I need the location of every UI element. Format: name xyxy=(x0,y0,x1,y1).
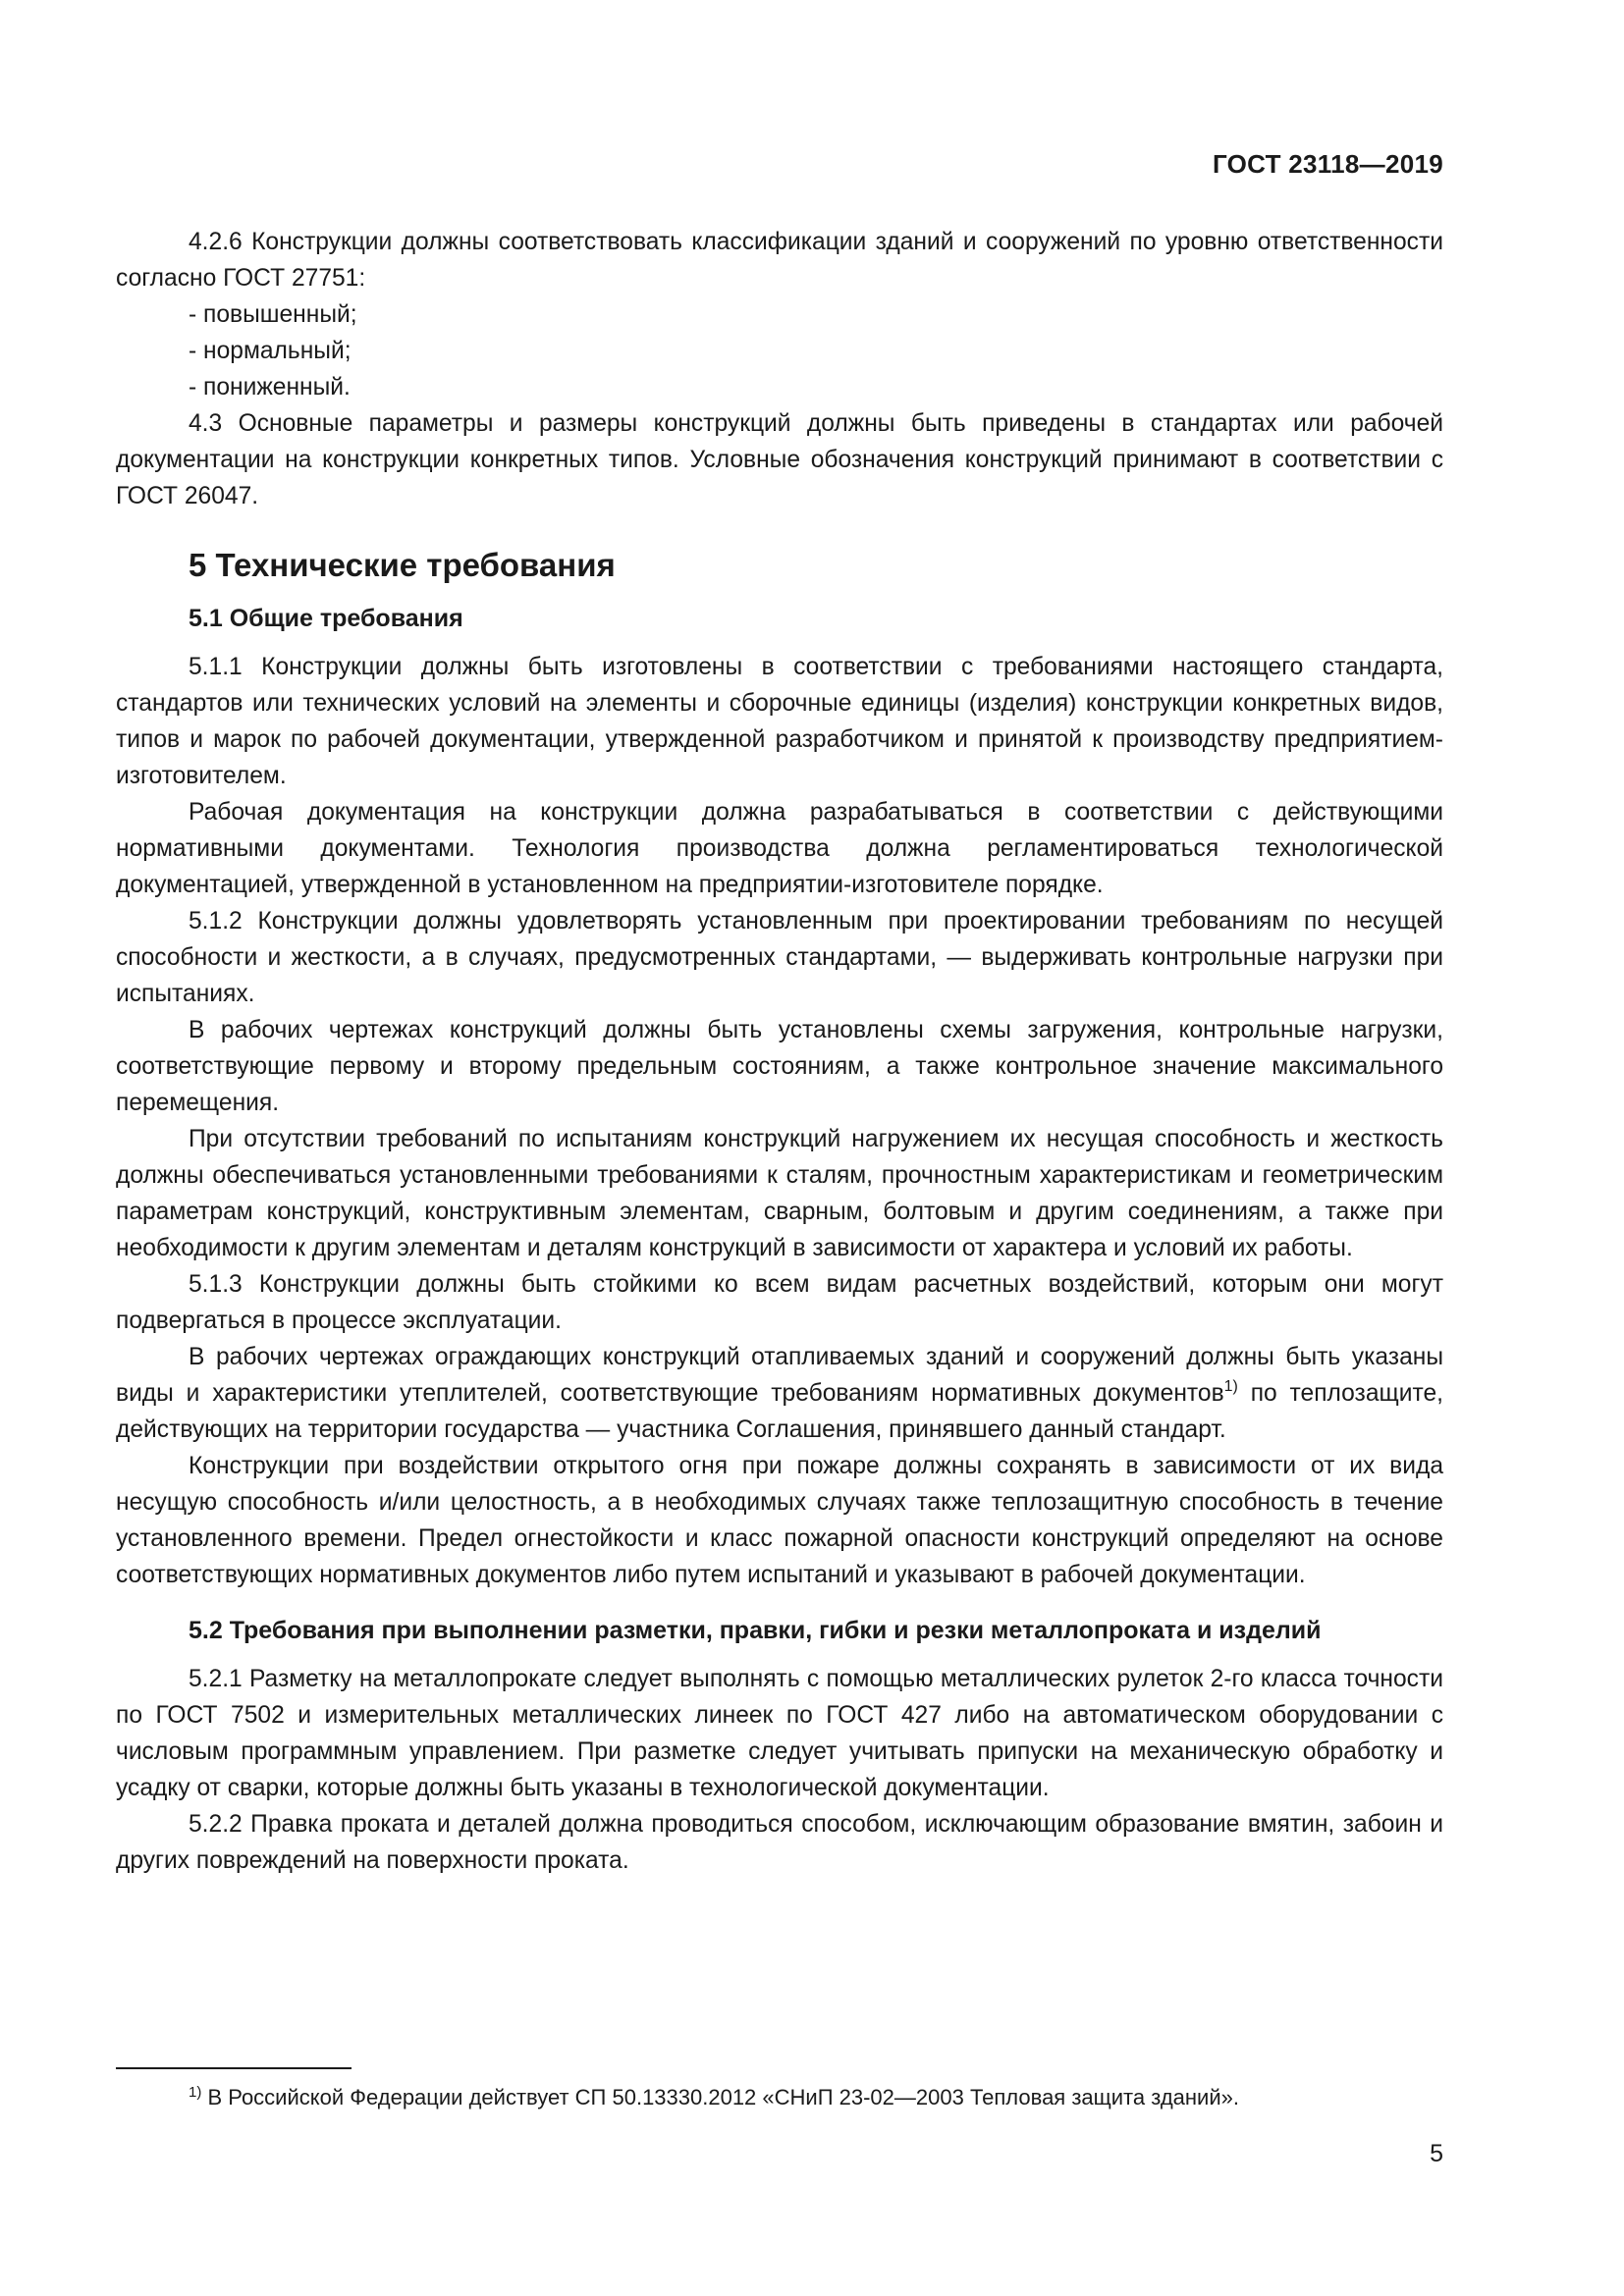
paragraph-4-3: 4.3 Основные параметры и размеры конструкций должны быть приведены в стандартах или рабочей документации на конструкции конкретных типов. Условные обозначения конструкций принимают в соответствии с ГОСТ 26047. xyxy=(116,410,1443,509)
page-number: 5 xyxy=(1430,2140,1443,2167)
footnote-reference[interactable]: 1) xyxy=(1223,1378,1238,1395)
paragraph-insulation xyxy=(116,1339,1443,1448)
page-body xyxy=(116,224,1443,1879)
subsection-title-5-1: 5.1 Общие требования xyxy=(189,605,463,632)
document-header-standard-id: ГОСТ 23118—2019 xyxy=(1212,149,1443,179)
footnote-marker: 1) xyxy=(189,2084,202,2101)
footnote-text: В Российской Федерации действует СП 50.13330.2012 «СНиП 23-02—2003 Тепловая защита зданий». xyxy=(201,2085,1239,2109)
paragraph-insulation-text-end: по теплозащите, действующих на территории государства — участника Соглашения, принявшего данный стандарт. xyxy=(116,1380,1443,1443)
paragraph-5-1-2: 5.1.2 Конструкции должны удовлетворять установленным при проектировании требованиям по несущей способности и жесткости, а в случаях, предусмотренных стандартами, — выдерживать контрольные нагрузки при испытаниях. xyxy=(116,908,1443,1007)
footnote xyxy=(189,2083,1465,2112)
list-item-responsibility: - нормальный; xyxy=(189,338,352,364)
paragraph-absence-of-tests: При отсутствии требований по испытаниям конструкций нагружением их несущая способность и жесткость должны обеспечиваться установленными требованиями к сталям, прочностным характеристикам и геометрическим параметрам конструкций, конструктивным элементам, сварным, болтовым и другим соединениям, а также при необходимости к другим элементам и деталям конструкций в зависимости от характера и условий их работы. xyxy=(116,1126,1443,1261)
list-item-responsibility: - повышенный; xyxy=(189,301,357,328)
paragraph-5-1-1: 5.1.1 Конструкции должны быть изготовлены в соответствии с требованиями настоящего стандарта, стандартов или технических условий на элементы и сборочные единицы (изделия) конструкции конкретных видов, типов и марок по рабочей документации, утвержденной разработчиком и принятой к производству предприятием-изготовителем. xyxy=(116,654,1443,789)
paragraph-insulation-text-start: В рабочих чертежах ограждающих конструкций отапливаемых зданий и сооружений должны быть указаны виды и характеристики утеплителей, соответствующие требованиям нормативных документов xyxy=(116,1344,1443,1407)
paragraph-load-schemes: В рабочих чертежах конструкций должны быть установлены схемы загружения, контрольные нагрузки, соответствующие первому и второму предельным состояниям, а также контрольное значение максимального перемещения. xyxy=(116,1017,1443,1116)
paragraph-4-2-6: 4.2.6 Конструкции должны соответствовать классификации зданий и сооружений по уровню ответственности согласно ГОСТ 27751: xyxy=(116,229,1443,292)
paragraph-5-2-2: 5.2.2 Правка проката и деталей должна проводиться способом, исключающим образование вмятин, забоин и других повреждений на поверхности проката. xyxy=(116,1811,1443,1874)
paragraph-5-2-1: 5.2.1 Разметку на металлопрокате следует выполнять с помощью металлических рулеток 2-го класса точности по ГОСТ 7502 и измерительных металлических линеек по ГОСТ 427 либо на автоматическом оборудовании с числовым программным управлением. При разметке следует учитывать припуски на механическую обработку и усадку от сварки, которые должны быть указаны в технологической документации. xyxy=(116,1666,1443,1801)
list-item-responsibility: - пониженный. xyxy=(189,374,351,400)
paragraph-working-documentation: Рабочая документация на конструкции должна разрабатываться в соответствии с действующими нормативными документами. Технология производства должна регламентироваться технологической документацией, утвержденной в установленном на предприятии-изготовителе порядке. xyxy=(116,799,1443,898)
paragraph-5-1-3: 5.1.3 Конструкции должны быть стойкими ко всем видам расчетных воздействий, которым они могут подвергаться в процессе эксплуатации. xyxy=(116,1271,1443,1334)
footnote-separator xyxy=(116,2067,352,2069)
paragraph-fire-resistance: Конструкции при воздействии открытого огня при пожаре должны сохранять в зависимости от их вида несущую способность и/или целостность, а в необходимых случаях также теплозащитную способность в течение установленного времени. Предел огнестойкости и класс пожарной опасности конструкций определяют на основе соответствующих нормативных документов либо путем испытаний и указывают в рабочей документации. xyxy=(116,1453,1443,1588)
subsection-title-5-2: 5.2 Требования при выполнении разметки, правки, гибки и резки металлопроката и изделий xyxy=(189,1617,1322,1644)
section-title-5: 5 Технические требования xyxy=(189,547,616,583)
